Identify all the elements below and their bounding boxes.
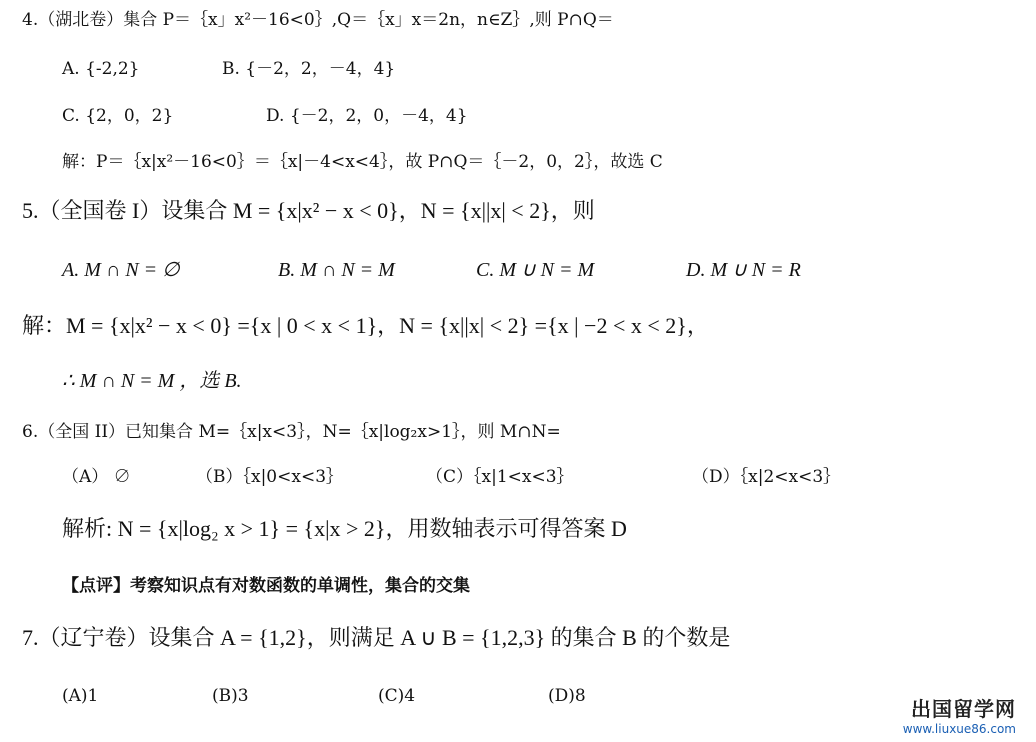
q7-option-d: (D)8: [548, 686, 586, 706]
watermark: [903, 693, 1016, 736]
q6-option-d: （D）｛x|2<x<3｝: [692, 467, 841, 487]
q6-option-c: （C）｛x|1<x<3｝: [426, 467, 574, 487]
q5-option-d: D. M ∪ N = R: [686, 259, 801, 281]
q4-option-d: D. {－2，2，0，－4，4}: [266, 106, 468, 126]
watermark-url: www.liuxue86.com: [902, 722, 1016, 736]
q6-comment: 【点评】考察知识点有对数函数的单调性，集合的交集: [62, 576, 470, 596]
q4-option-a: A. {-2,2}: [62, 59, 140, 79]
q7-stem: 7.（辽宁卷）设集合 A = {1,2}，则满足 A ∪ B = {1,2,3} 的集合 B 的个数是: [22, 625, 731, 650]
q7-option-b: (B)3: [212, 686, 249, 706]
q5-option-a: A. M ∩ N = ∅: [62, 259, 180, 281]
q7-option-a: (A)1: [62, 686, 99, 706]
q5-conclusion: ∴ M ∩ N = M ，选 B.: [62, 370, 242, 392]
q4-option-b: B. {－2，2，－4，4}: [222, 59, 396, 79]
q6-option-b: （B）｛x|0<x<3｝: [196, 467, 344, 487]
q4-stem: 4.（湖北卷）集合 P＝｛x」x²－16<0｝,Q＝｛x」x＝2n，n∈Z｝,则 P∩Q＝: [22, 10, 614, 30]
q5-option-b: B. M ∩ N = M: [278, 259, 395, 281]
q4-option-c: C. {2，0，2}: [62, 106, 174, 126]
q5-solution: 解：M = {x|x² − x < 0} ={x | 0 < x < 1}，N = {x||x| < 2} ={x | −2 < x < 2}，: [22, 313, 709, 338]
q4-solution: 解：P＝｛x|x²－16<0｝＝｛x|－4<x<4｝，故 P∩Q＝｛－2，0，2｝，故选 C: [62, 152, 663, 172]
q6-option-a: （A） ∅: [62, 467, 131, 487]
q5-option-c: C. M ∪ N = M: [476, 259, 595, 281]
q5-stem: 5.（全国卷 I）设集合 M = {x|x² − x < 0}，N = {x||x| < 2}，则: [22, 198, 595, 223]
q6-stem: 6.（全国 II）已知集合 M=｛x|x<3｝，N=｛x|log₂x>1｝，则 M∩N=: [22, 422, 561, 442]
watermark-name: 出国留学网: [911, 697, 1016, 721]
q7-option-c: (C)4: [378, 686, 416, 706]
q6-solution: 解析: N = {x|log₂ x > 1} = {x|x > 2}，用数轴表示可得答案 D: [62, 516, 627, 541]
